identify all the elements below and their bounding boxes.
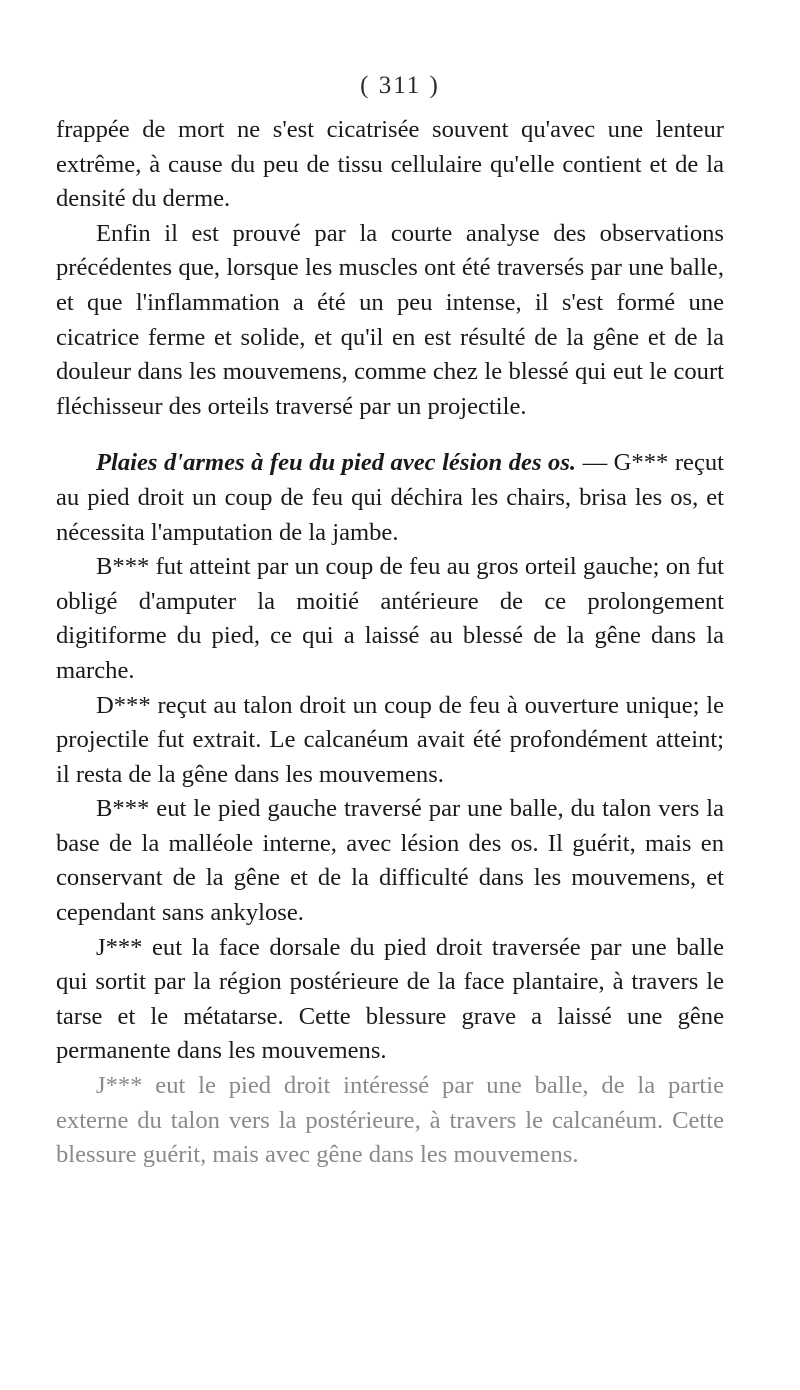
section-heading: Plaies d'armes à feu du pied avec lésion des os. (96, 449, 577, 477)
case-b-malleolus: B*** eut le pied gauche traversé par une balle, du talon vers la base de la malléole interne, avec lésion des os. Il guérit, mais en conservant de la gêne et de la difficulté dans les mouvemens, et cependant sans ankylose. (56, 795, 724, 927)
page-number: ( 311 ) (360, 72, 440, 99)
body-text (56, 113, 724, 1173)
case-j-dorsal: J*** eut la face dorsale du pied droit traversée par une balle qui sortit par la région postérieure de la face plantaire, à travers le tarse et le métatarse. Cette blessure grave a laissé une gêne permanente dans les mouvemens. (56, 933, 724, 1065)
paragraph-continuation: frappée de mort ne s'est cicatrisée souvent qu'avec une lenteur extrême, à cause du peu de tissu cellulaire qu'elle contient et de la densité du derme. (56, 116, 724, 213)
case-g-text: reçut au pied droit un coup de feu qui déchira les chairs, brisa les os, et nécessita l'amputation de la jambe. (56, 449, 724, 546)
section-subject: — G*** (582, 449, 669, 477)
section-paragraph (56, 446, 724, 550)
case-j-calcaneum: J*** eut le pied droit intéressé par une balle, de la partie externe du talon vers la postérieure, à travers le calcanéum. Cette blessure guérit, mais avec gêne dans les mouvemens. (56, 1072, 724, 1169)
case-b-toe: B*** fut atteint par un coup de feu au gros orteil gauche; on fut obligé d'amputer la moitié antérieure de ce prolongement digitiforme du pied, ce qui a laissé au blessé de la gêne dans la marche. (56, 553, 724, 684)
case-d-heel: D*** reçut au talon droit un coup de feu à ouverture unique; le projectile fut extrait. Le calcanéum avait été profondément atteint; il resta de la gêne dans les mouvemens. (56, 691, 724, 788)
paragraph-conclusion: Enfin il est prouvé par la courte analyse des observations précédentes que, lorsque les muscles ont été traversés par une balle, et que l'inflammation a été un peu intense, il s'est formé une cicatrice ferme et solide, et qu'il en est résulté de la gêne et de la douleur dans les mouvemens, comme chez le blessé qui eut le court fléchisseur des orteils traversé par un projectile. (56, 219, 724, 420)
